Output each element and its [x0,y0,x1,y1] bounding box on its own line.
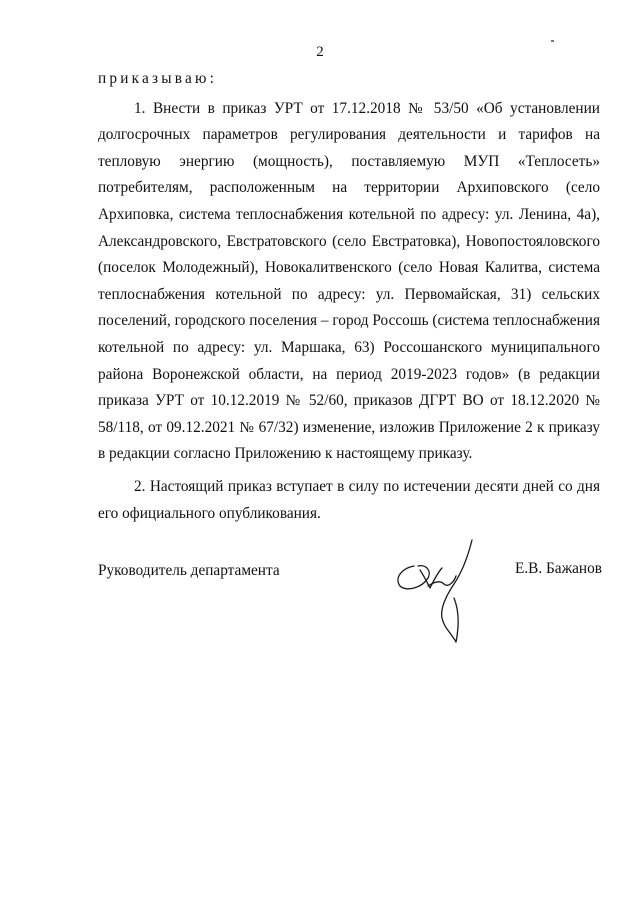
signature-block [98,560,602,650]
paragraph-1: 1. Внести в приказ УРТ от 17.12.2018 № 53/50 «Об установлении долгосрочных параметров регулирования деятельности и тарифов на тепловую энергию (мощность), поставляемую МУП «Теплосеть» потребителям, расположенным на территории Архиповского (село Архиповка, система теплоснабжения котельной по адресу: ул. Ленина, 4а), Александровского, Евстратовского (село Евстратовка), Новопостояловского (поселок Молодежный), Новокалитвенского (село Новая Калитва, система теплоснабжения котельной по адресу: ул. Первомайская, 31) сельских поселений, городского поселения – город Россошь (система теплоснабжения котельной по адресу: ул. Маршака, 63) Россошанского муниципального района Воронежской области, на период 2019-2023 годов» (в редакции приказа УРТ от 10.12.2019 № 52/60, приказов ДГРТ ВО от 18.12.2020 № 58/118, от 09.12.2021 № 67/32) изменение, изложив Приложение 2 к приказу в редакции согласно Приложению к настоящему приказу. [98,99,600,463]
signer-title: Руководитель департамента [98,562,280,579]
page-number: 2 [316,44,324,60]
paragraph-2: 2. Настоящий приказ вступает в силу по истечении десяти дней со дня его официального опубликования. [98,477,600,522]
signer-name: Е.В. Бажанов [514,560,602,577]
handwritten-signature [384,538,494,648]
scan-speck [551,40,554,42]
document-body [98,66,600,527]
decree-word: приказываю: [98,70,218,87]
